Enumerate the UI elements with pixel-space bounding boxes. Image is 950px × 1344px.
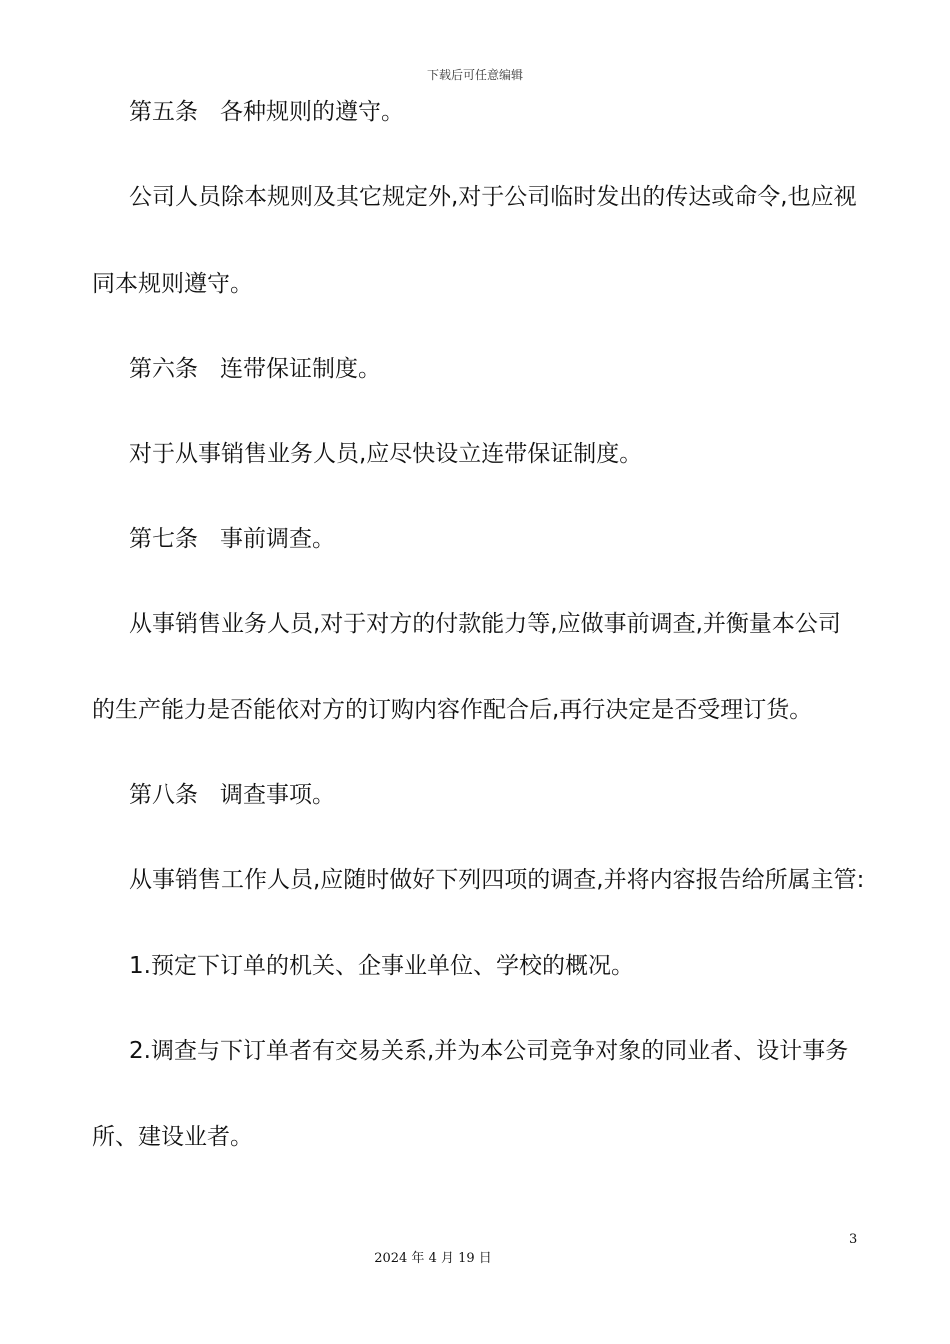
article-6-heading-text: 连带保证制度。: [220, 356, 381, 382]
page-number: 3: [849, 1232, 858, 1247]
article-7-heading-text: 事前调查。: [220, 526, 335, 552]
footer-date: 2024 年 4 月 19 日: [374, 1251, 492, 1266]
article-8-heading-text: 调查事项。: [220, 782, 335, 808]
article-6-title: 第六条: [129, 356, 198, 382]
article-5-title: 第五条: [129, 99, 198, 125]
list-item-2-line-2: 所、建设业者。: [92, 1124, 253, 1150]
header-note: 下载后可任意编辑: [426, 68, 523, 82]
article-6-heading: [129, 354, 381, 384]
article-5-paragraph-line-2: 同本规则遵守。: [92, 271, 253, 297]
list-item-2-line-1: 2.调查与下订单者有交易关系,并为本公司竞争对象的同业者、设计事务: [129, 1038, 849, 1064]
list-item-1: 1.预定下订单的机关、企事业单位、学校的概况。: [129, 953, 634, 979]
article-8-heading: [129, 780, 335, 810]
article-7-title: 第七条: [129, 526, 198, 552]
article-8-paragraph: 从事销售工作人员,应随时做好下列四项的调查,并将内容报告给所属主管:: [129, 867, 865, 893]
article-7-heading: [129, 524, 335, 554]
article-5-heading-text: 各种规则的遵守。: [220, 99, 404, 125]
article-5-heading: [129, 97, 404, 127]
article-7-paragraph-line-2: 的生产能力是否能依对方的订购内容作配合后,再行决定是否受理订货。: [92, 697, 813, 723]
article-8-title: 第八条: [129, 782, 198, 808]
article-6-paragraph: 对于从事销售业务人员,应尽快设立连带保证制度。: [129, 441, 643, 467]
article-5-paragraph-line-1: 公司人员除本规则及其它规定外,对于公司临时发出的传达或命令,也应视: [129, 184, 857, 210]
article-7-paragraph-line-1: 从事销售业务人员,对于对方的付款能力等,应做事前调查,并衡量本公司: [129, 611, 841, 637]
